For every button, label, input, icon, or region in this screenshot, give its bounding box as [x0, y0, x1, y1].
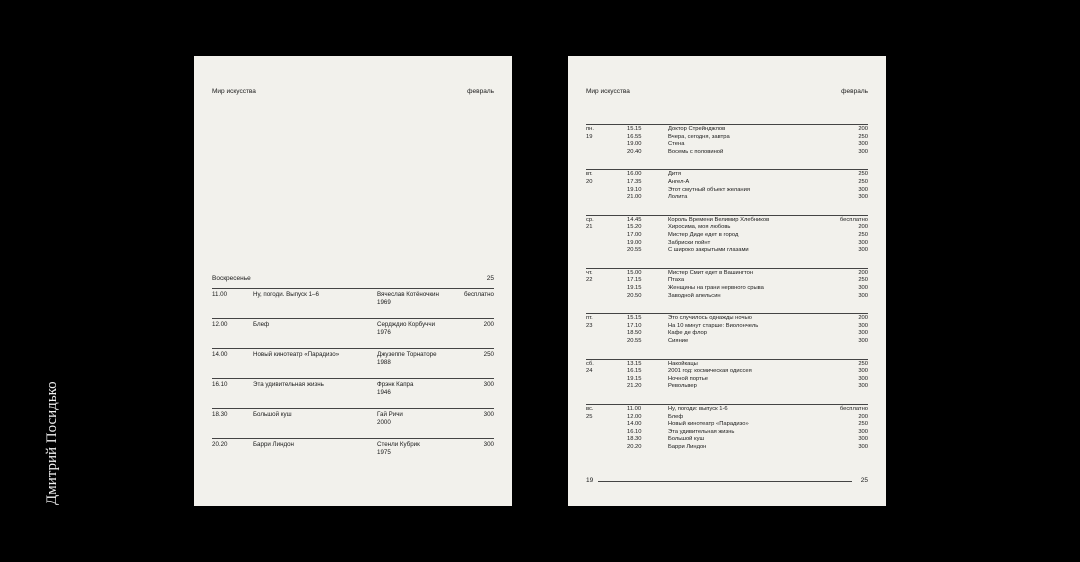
block-date: 21 — [586, 224, 593, 231]
screening-row — [627, 247, 868, 255]
right-header-title: Мир искусства — [586, 88, 630, 95]
screening-title: Лолита — [668, 194, 688, 201]
screening-price: 300 — [858, 194, 868, 201]
screening-title: Это случилось однажды ночью — [668, 315, 752, 322]
screening-title: С широко закрытыми глазами — [668, 247, 749, 254]
block-weekday: вт. — [586, 171, 593, 178]
row-year: 1946 — [377, 388, 391, 396]
row-price: 300 — [483, 441, 494, 448]
row-title: Новый кинотеатр «Парадизо» — [253, 351, 340, 358]
screening-title: Револьвер — [668, 383, 697, 390]
screening-row — [627, 171, 868, 179]
screening-time: 20.40 — [627, 148, 642, 155]
screening-title: 2001 год: космическая одиссея — [668, 368, 752, 375]
day-block — [586, 215, 868, 262]
row-year: 1975 — [377, 448, 391, 456]
screening-price: 200 — [858, 269, 868, 276]
row-director-info — [377, 351, 437, 366]
day-label: Воскресенье — [212, 275, 251, 282]
footer-rule — [598, 481, 852, 482]
block-date: 20 — [586, 178, 593, 185]
screening-title: Птаха — [668, 277, 685, 284]
day-block — [586, 404, 868, 459]
block-screenings — [627, 406, 868, 452]
row-director-info — [377, 441, 420, 456]
row-director-info — [377, 321, 435, 336]
screening-time: 20.50 — [627, 292, 642, 299]
block-day — [586, 406, 608, 421]
screening-price: 250 — [858, 178, 868, 185]
screening-time: 15.15 — [627, 126, 642, 132]
screening-price: 300 — [858, 141, 868, 148]
day-number: 25 — [486, 275, 494, 282]
screening-row — [627, 285, 868, 293]
screening-title: Сияние — [668, 337, 689, 344]
screening-price: 200 — [858, 224, 868, 231]
row-director: Джузеппе Торнаторе — [377, 351, 437, 358]
screening-title: Мистер Смит едет в Вашингтон — [668, 269, 754, 276]
screening-title: Блеф — [668, 413, 684, 420]
day-heading — [212, 275, 494, 282]
row-director-info — [377, 411, 403, 426]
block-screenings — [627, 126, 868, 156]
block-screenings — [627, 361, 868, 391]
day-block — [586, 124, 868, 163]
row-director: Стенли Кубрик — [377, 441, 420, 448]
screening-time: 17.35 — [627, 178, 642, 185]
schedule-row — [212, 378, 494, 409]
screening-price: 300 — [858, 148, 868, 155]
block-day — [586, 315, 608, 330]
screening-title: Заводной апельсин — [668, 292, 721, 299]
row-director: Фрэнк Капра — [377, 381, 414, 388]
row-time: 11.00 — [212, 291, 228, 298]
block-date: 22 — [586, 277, 593, 284]
row-time: 20.20 — [212, 441, 228, 448]
screening-time: 18.50 — [627, 330, 642, 337]
block-date: 19 — [586, 133, 593, 140]
screening-price: 300 — [858, 375, 868, 382]
screening-row — [627, 444, 868, 452]
row-price: 200 — [483, 321, 494, 328]
day-block — [586, 359, 868, 398]
screening-price: бесплатно — [839, 406, 868, 412]
screening-row — [627, 126, 868, 134]
screening-time: 20.20 — [627, 443, 642, 450]
screening-title: Доктор Стрейнджлов — [668, 126, 726, 132]
screening-time: 14.00 — [627, 421, 642, 428]
screening-row — [627, 149, 868, 157]
row-director-info — [377, 291, 439, 306]
screening-row — [627, 270, 868, 278]
screening-price: 300 — [858, 322, 868, 329]
block-weekday: ср. — [586, 216, 594, 223]
block-weekday: пн. — [586, 126, 594, 132]
screening-row — [627, 361, 868, 369]
screening-title: Стена — [668, 141, 685, 148]
row-title: Эта удивительная жизнь — [253, 381, 324, 388]
screening-row — [627, 224, 868, 232]
block-screenings — [627, 217, 868, 255]
row-title: Блеф — [253, 321, 270, 328]
block-screenings — [627, 171, 868, 201]
screening-title: Женщины на грани нервного срыва — [668, 284, 764, 291]
screening-title: Король Времени Велимир Хлебников — [668, 216, 770, 223]
screening-row — [627, 383, 868, 391]
screening-row — [627, 134, 868, 142]
screening-row — [627, 323, 868, 331]
row-title: Ну, погоди. Выпуск 1–6 — [253, 291, 319, 298]
screening-time: 19.10 — [627, 186, 642, 193]
row-director-info — [377, 381, 413, 396]
screening-title: Накойкацы — [668, 360, 698, 367]
screening-price: 200 — [858, 413, 868, 420]
screening-time: 19.15 — [627, 375, 642, 382]
schedule-row — [212, 288, 494, 319]
screening-time: 14.45 — [627, 216, 642, 223]
block-day — [586, 126, 608, 141]
screening-time: 17.10 — [627, 322, 642, 329]
screening-title: Этот смутный объект желания — [668, 186, 750, 193]
screening-title: Хиросима, моя любовь — [668, 224, 731, 231]
screening-title: Дитя — [668, 171, 681, 178]
left-header-title: Мир искусства — [212, 88, 256, 95]
screening-time: 20.55 — [627, 337, 642, 344]
schedule-row — [212, 348, 494, 379]
screening-price: 250 — [858, 171, 868, 178]
screening-row — [627, 376, 868, 384]
screening-time: 16.10 — [627, 428, 642, 435]
screening-title: Восемь с половиной — [668, 148, 724, 155]
screening-price: 300 — [858, 330, 868, 337]
screening-price: 300 — [858, 292, 868, 299]
screening-price: 300 — [858, 337, 868, 344]
block-screenings — [627, 270, 868, 300]
screening-price: 300 — [858, 239, 868, 246]
schedule-row — [212, 408, 494, 439]
row-title: Барри Линдон — [253, 441, 294, 448]
screening-row — [627, 315, 868, 323]
screening-row — [627, 436, 868, 444]
screening-title: Барри Линдон — [668, 443, 707, 450]
screening-row — [627, 187, 868, 195]
block-weekday: вс. — [586, 406, 594, 412]
screening-row — [627, 429, 868, 437]
screening-time: 19.15 — [627, 284, 642, 291]
screening-price: 200 — [858, 126, 868, 132]
screening-time: 16.15 — [627, 368, 642, 375]
left-header-month: февраль — [467, 88, 494, 95]
screening-price: бесплатно — [839, 216, 868, 223]
screening-price: 300 — [858, 443, 868, 450]
row-year: 1969 — [377, 298, 391, 306]
screening-title: Мистер Диде едет в город — [668, 231, 739, 238]
right-header-month: февраль — [841, 88, 868, 95]
block-weekday: пт. — [586, 315, 593, 322]
author-name: Дмитрий Посидько — [44, 381, 60, 505]
row-price: 250 — [483, 351, 494, 358]
screening-row — [627, 141, 868, 149]
screening-price: 200 — [858, 315, 868, 322]
row-title: Большой куш — [253, 411, 292, 418]
block-screenings — [627, 315, 868, 345]
block-day — [586, 270, 608, 285]
screening-time: 11.00 — [627, 406, 642, 412]
screening-time: 16.55 — [627, 133, 642, 140]
screening-row — [627, 368, 868, 376]
row-price: бесплатно — [464, 291, 494, 298]
row-director: Гай Ричи — [377, 411, 403, 418]
screening-time: 17.15 — [627, 277, 642, 284]
screening-title: Ну, погоди: выпуск 1-6 — [668, 406, 728, 412]
screening-time: 12.00 — [627, 413, 642, 420]
screening-price: 300 — [858, 383, 868, 390]
screening-time: 15.15 — [627, 315, 642, 322]
row-director: Вячеслав Котёночкин — [377, 291, 439, 298]
screening-row — [627, 421, 868, 429]
screening-time: 15.00 — [627, 269, 642, 276]
row-director: Сердждио Корбуччи — [377, 321, 436, 328]
screening-price: 250 — [858, 277, 868, 284]
row-price: 300 — [483, 381, 494, 388]
day-block — [586, 169, 868, 208]
screening-title: Ангел-А — [668, 178, 690, 185]
screening-price: 250 — [858, 421, 868, 428]
screening-price: 300 — [858, 247, 868, 254]
screening-row — [627, 232, 868, 240]
row-time: 18.30 — [212, 411, 228, 418]
screening-time: 19.00 — [627, 141, 642, 148]
day-block — [586, 313, 868, 352]
row-year: 1988 — [377, 358, 391, 366]
block-weekday: чт. — [586, 269, 593, 276]
screening-row — [627, 277, 868, 285]
screening-time: 15.20 — [627, 224, 642, 231]
screening-price: 300 — [858, 368, 868, 375]
block-day — [586, 171, 608, 186]
screening-time: 18.30 — [627, 436, 642, 443]
right-page — [568, 56, 886, 506]
block-date: 25 — [586, 413, 593, 420]
screening-time: 13.15 — [627, 360, 642, 367]
block-day — [586, 217, 608, 232]
left-page — [194, 56, 512, 506]
screening-row — [627, 293, 868, 301]
screening-price: 250 — [858, 133, 868, 140]
block-date: 23 — [586, 322, 593, 329]
screening-time: 21.00 — [627, 194, 642, 201]
row-year: 1976 — [377, 328, 391, 336]
screening-price: 300 — [858, 428, 868, 435]
screening-price: 300 — [858, 186, 868, 193]
footer-start-date: 19 — [586, 477, 594, 484]
screening-row — [627, 338, 868, 346]
screening-time: 21.20 — [627, 383, 642, 390]
screening-time: 17.00 — [627, 231, 642, 238]
screening-row — [627, 179, 868, 187]
schedule-row — [212, 438, 494, 469]
screening-price: 250 — [858, 360, 868, 367]
screening-time: 20.55 — [627, 247, 642, 254]
screening-title: На 10 минут старше: Виолончель — [668, 322, 759, 329]
row-price: 300 — [483, 411, 494, 418]
page-footer — [586, 477, 868, 485]
block-weekday: сб. — [586, 360, 594, 367]
screening-title: Забриски пойнт — [668, 239, 711, 246]
block-date: 24 — [586, 368, 593, 375]
screening-row — [627, 217, 868, 225]
screening-row — [627, 406, 868, 414]
screening-title: Большой куш — [668, 436, 705, 443]
screening-title: Ночной портье — [668, 375, 708, 382]
block-day — [586, 361, 608, 376]
screening-title: Эта удивительная жизнь — [668, 428, 735, 435]
day-block — [586, 268, 868, 307]
schedule-row — [212, 318, 494, 349]
row-time: 16.10 — [212, 381, 228, 388]
screening-time: 19.00 — [627, 239, 642, 246]
screening-price: 300 — [858, 436, 868, 443]
footer-end-date: 25 — [860, 477, 868, 484]
screening-time: 16.00 — [627, 171, 642, 178]
screening-row — [627, 240, 868, 248]
screening-title: Вчера, сегодня, завтра — [668, 133, 730, 140]
row-year: 2000 — [377, 418, 391, 426]
screening-row — [627, 330, 868, 338]
screening-title: Кафе де флор — [668, 330, 707, 337]
row-time: 12.00 — [212, 321, 228, 328]
screening-price: 250 — [858, 231, 868, 238]
screening-price: 300 — [858, 284, 868, 291]
screening-row — [627, 194, 868, 202]
screening-title: Новый кинотеатр «Парадизо» — [668, 421, 749, 428]
row-time: 14.00 — [212, 351, 228, 358]
